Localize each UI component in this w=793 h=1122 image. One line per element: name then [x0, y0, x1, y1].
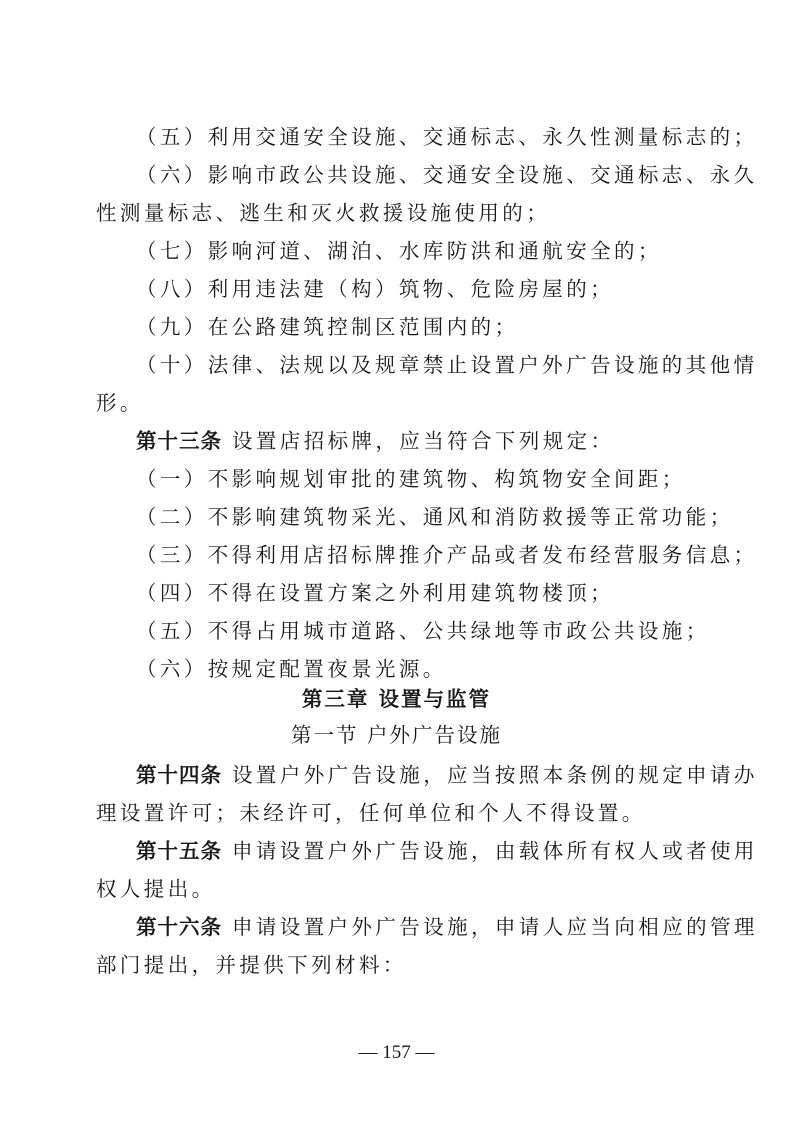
article-number: 第十三条: [136, 429, 222, 453]
article-text: 申请设置户外广告设施，申请人应当向相应的管理: [232, 915, 758, 939]
list-item: （六）按规定配置夜景光源。: [136, 657, 447, 681]
list-item: （九）在公路建筑控制区范围内的；: [136, 315, 519, 339]
article-14: [136, 756, 758, 794]
list-item: （六）影响市政公共设施、交通安全设施、交通标志、永久: [136, 163, 758, 187]
list-item: （十）法律、法规以及规章禁止设置户外广告设施的其他情: [136, 353, 758, 377]
article-continuation: 部门提出，并提供下列材料：: [96, 953, 407, 977]
list-item: （一）不影响规划审批的建筑物、构筑物安全间距；: [136, 467, 686, 491]
article-number: 第十五条: [136, 839, 222, 863]
section-title: 第一节 户外广告设施: [290, 723, 503, 747]
list-item: （七）影响河道、湖泊、水库防洪和通航安全的；: [136, 239, 662, 263]
article-continuation: 理设置许可；未经许可，任何单位和个人不得设置。: [96, 801, 646, 825]
list-item-continuation: 形。: [96, 391, 144, 415]
list-item: （四）不得在设置方案之外利用建筑物楼顶；: [136, 581, 614, 605]
list-item: （三）不得利用店招标牌推介产品或者发布经营服务信息；: [136, 543, 758, 567]
page-number: — 157 —: [358, 1042, 435, 1063]
article-13: [136, 422, 700, 460]
article-number: 第十六条: [136, 915, 222, 939]
article-continuation: 权人提出。: [96, 877, 216, 901]
chapter-title: 第三章 设置与监管: [301, 687, 492, 711]
list-item-continuation: 性测量标志、逃生和灭火救援设施使用的；: [96, 201, 551, 225]
list-item: （八）利用违法建（构）筑物、危险房屋的；: [136, 277, 614, 301]
list-item: （五）不得占用城市道路、公共绿地等市政公共设施；: [136, 619, 710, 643]
article-text: 设置户外广告设施，应当按照本条例的规定申请办: [232, 763, 758, 787]
article-text: 设置店招标牌，应当符合下列规定：: [232, 429, 615, 453]
article-16: [136, 908, 758, 946]
article-text: 申请设置户外广告设施，由载体所有权人或者使用: [232, 839, 758, 863]
article-number: 第十四条: [136, 763, 222, 787]
list-item: （五）利用交通安全设施、交通标志、永久性测量标志的；: [136, 125, 758, 149]
article-15: [136, 832, 758, 870]
list-item: （二）不影响建筑物采光、通风和消防救援等正常功能；: [136, 505, 734, 529]
